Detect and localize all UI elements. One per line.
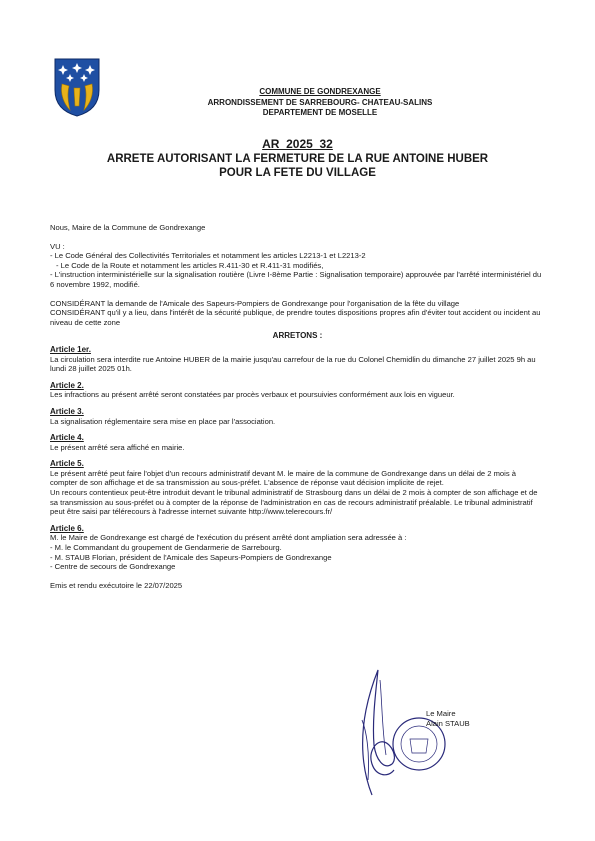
vu-item: - Le Code de la Route et notamment les articles R.411-30 et R.411-31 modifiés, xyxy=(56,260,324,270)
decree-title-line2: POUR LA FETE DU VILLAGE xyxy=(219,167,376,179)
coat-of-arms-icon xyxy=(52,56,102,118)
article-heading: Article 5. xyxy=(50,459,84,469)
considerant: CONSIDÉRANT la demande de l'Amicale des Sapeurs-Pompiers de Gondrexange pour l'organisation de la fête du village xyxy=(50,298,460,308)
decree-title-line1: ARRETE AUTORISANT LA FERMETURE DE LA RUE ANTOINE HUBER xyxy=(106,153,489,165)
article-text: Le présent arrêté sera affiché en mairie. xyxy=(50,442,185,452)
commune-header xyxy=(150,87,490,119)
article-heading: Article 2. xyxy=(50,380,84,390)
decree-body xyxy=(50,223,545,590)
arrondissement: ARRONDISSEMENT DE SARREBOURG- CHATEAU-SALINS xyxy=(207,97,433,107)
article-text: Un recours contentieux peut-être introduit devant le tribunal administratif de Strasbourg dans un délai de 2 mois à compter de son affichage et de sa transmission au sous-préfet ou à compter de la réponse de l'administration en cas de recours administratif préalable. Le tribunal administratif peut être saisi par télérecours à l'adresse internet suivante http://www.telerecours.fr/ xyxy=(50,488,538,517)
article-heading: Article 4. xyxy=(50,433,84,443)
ampliation-item: - M. le Commandant du groupement de Gendarmerie de Sarrebourg. xyxy=(50,543,282,553)
vu-item: - Le Code Général des Collectivités Territoriales et notamment les articles L2213-1 et L2213-2 xyxy=(50,251,366,261)
article-text: Les infractions au présent arrêté seront constatées par procès verbaux et poursuivies conformément aux lois en vigueur. xyxy=(50,390,455,400)
signature-block xyxy=(426,709,470,728)
signatory-name: Alain STAUB xyxy=(426,718,470,728)
article-heading: Article 1er. xyxy=(50,344,91,354)
article-text: M. le Maire de Gondrexange est chargé de l'exécution du présent arrêté dont ampliation sera adressée à : xyxy=(50,533,407,543)
intro-text: Nous, Maire de la Commune de Gondrexange xyxy=(50,223,206,232)
article-text: La signalisation réglementaire sera mise en place par l'association. xyxy=(50,416,276,426)
signatory-role: Le Maire xyxy=(426,709,456,718)
decree-reference: AR_2025_32 xyxy=(262,137,333,151)
article-text: La circulation sera interdite rue Antoine HUBER de la mairie jusqu'au carrefour de la rue du Colonel Chemidlin du dimanche 27 juillet 2025 9h au lundi 28 juillet 2025 01h. xyxy=(50,354,536,374)
vu-item: - L'instruction interministérielle sur la signalisation routière (Livre I-8ème Partie : Signalisation temporaire) approuvée par l'arrêté interministériel du 6 novembre 1992, modifié. xyxy=(50,270,542,289)
departement: DEPARTEMENT DE MOSELLE xyxy=(262,108,378,117)
closing-date: Emis et rendu exécutoire le 22/07/2025 xyxy=(50,580,183,590)
article-text: Le présent arrêté peut faire l'objet d'un recours administratif devant M. le maire de la commune de Gondrexange dans un délai de 2 mois à compter de son affichage et de sa transmission au sous-préfet. L'absence de réponse vaut décision implicite de rejet. xyxy=(50,468,516,488)
commune-name: COMMUNE DE GONDREXANGE xyxy=(259,87,381,96)
article-heading: Article 3. xyxy=(50,406,84,416)
vu-label: VU : xyxy=(50,241,65,251)
decree-title xyxy=(60,137,535,180)
ampliation-item: - M. STAUB Florian, président de l'Amicale des Sapeurs-Pompiers de Gondrexange xyxy=(50,552,332,562)
article-heading: Article 6. xyxy=(50,523,84,533)
arretons-heading: ARRETONS : xyxy=(272,331,323,341)
considerant: CONSIDÉRANT qu'il y a lieu, dans l'intérêt de la sécurité publique, de prendre toutes dispositions propres afin d'éviter tout accident ou incident au niveau de cette zone xyxy=(50,308,541,327)
ampliation-item: - Centre de secours de Gondrexange xyxy=(50,562,176,572)
